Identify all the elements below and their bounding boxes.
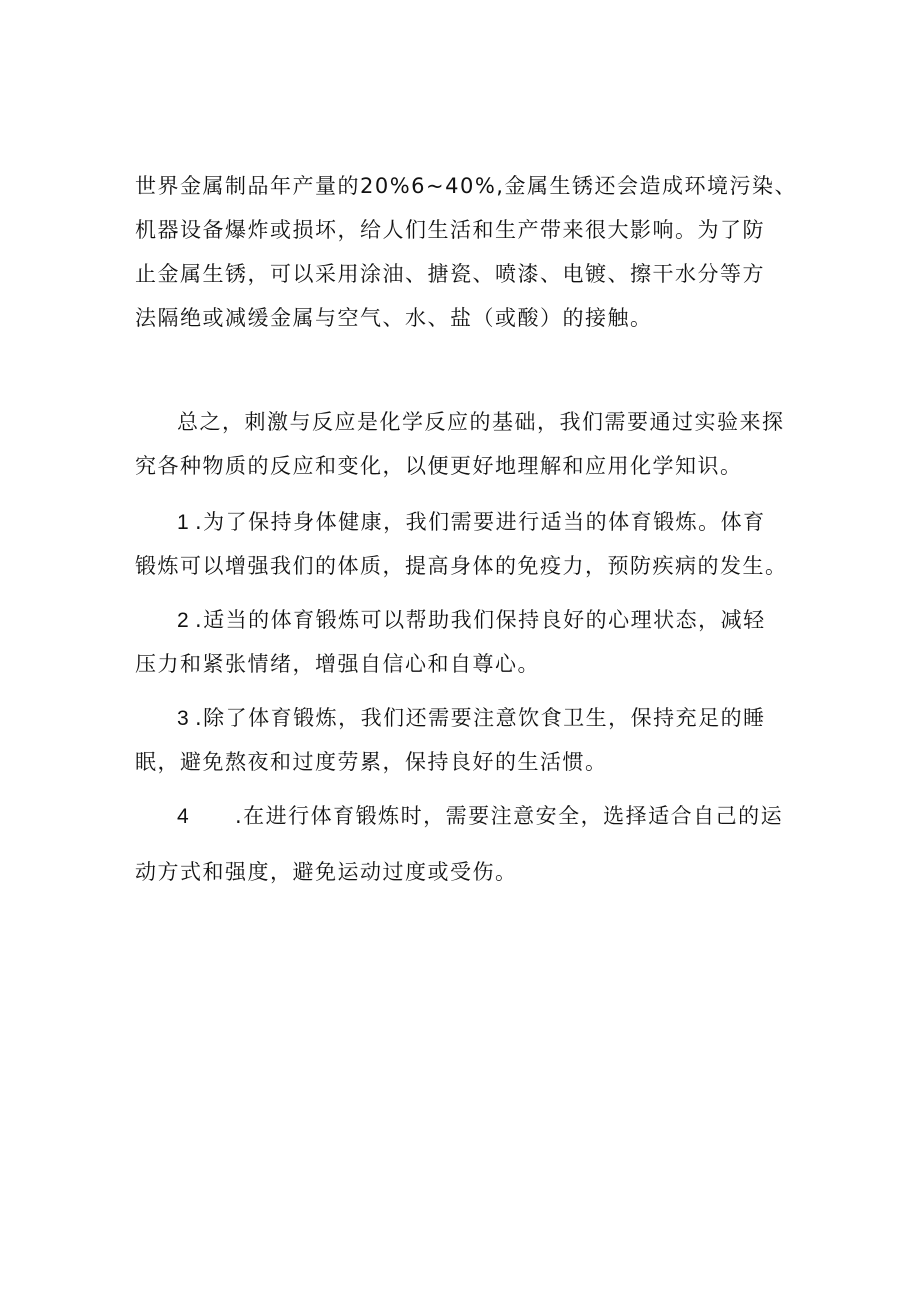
list-item-number: 3 bbox=[177, 707, 189, 730]
paragraph-line: 究各种物质的反应和变化，以便更好地理解和应用化学知识。 bbox=[135, 454, 743, 478]
paragraph-line: 法隔绝或减缓金属与空气、水、盐（或酸）的接触。 bbox=[135, 306, 653, 330]
paragraph-line: 总之，刺激与反应是化学反应的基础，我们需要通过实验来探 bbox=[177, 410, 785, 434]
list-item-first-line bbox=[135, 598, 800, 642]
list-item-number: 4 bbox=[177, 805, 189, 828]
list-item-number: 2 bbox=[177, 609, 189, 632]
paragraph-summary bbox=[135, 400, 800, 488]
list-item-3 bbox=[135, 696, 800, 784]
paragraph-line: 世界金属制品年产量的20%6~40%,金属生锈还会造成环境污染、 bbox=[135, 174, 797, 198]
list-item-second-line: 锻炼可以增强我们的体质，提高身体的免疫力，预防疾病的发生。 bbox=[135, 554, 788, 578]
list-item-1 bbox=[135, 500, 800, 588]
list-item-text: .除了体育锻炼，我们还需要注意饮食卫生，保持充足的睡 bbox=[195, 706, 766, 730]
list-item-second-line: 眠，避免熬夜和过度劳累，保持良好的生活惯。 bbox=[135, 750, 608, 774]
paragraph-line: 机器设备爆炸或损坏，给人们生活和生产带来很大影响。为了防 bbox=[135, 218, 765, 242]
list-item-text: .为了保持身体健康，我们需要进行适当的体育锻炼。体育 bbox=[195, 510, 766, 534]
list-item-second-line: 动方式和强度，避免运动过度或受伤。 bbox=[135, 860, 518, 884]
list-item-4 bbox=[135, 794, 800, 894]
list-item-first-line bbox=[135, 696, 800, 740]
paragraph-line: 止金属生锈，可以采用涂油、搪瓷、喷漆、电镀、擦干水分等方 bbox=[135, 262, 765, 286]
list-item-text: .在进行体育锻炼时，需要注意安全，选择适合自己的运 bbox=[235, 804, 784, 828]
list-item-number: 1 bbox=[177, 511, 189, 534]
paragraph-metal-rust bbox=[135, 164, 800, 340]
list-item-second-line: 压力和紧张情绪，增强自信心和自尊心。 bbox=[135, 652, 540, 676]
list-item-text: .适当的体育锻炼可以帮助我们保持良好的心理状态，减轻 bbox=[195, 608, 766, 632]
list-item-first-line bbox=[135, 794, 800, 838]
list-item-first-line bbox=[135, 500, 800, 544]
list-item-2 bbox=[135, 598, 800, 686]
